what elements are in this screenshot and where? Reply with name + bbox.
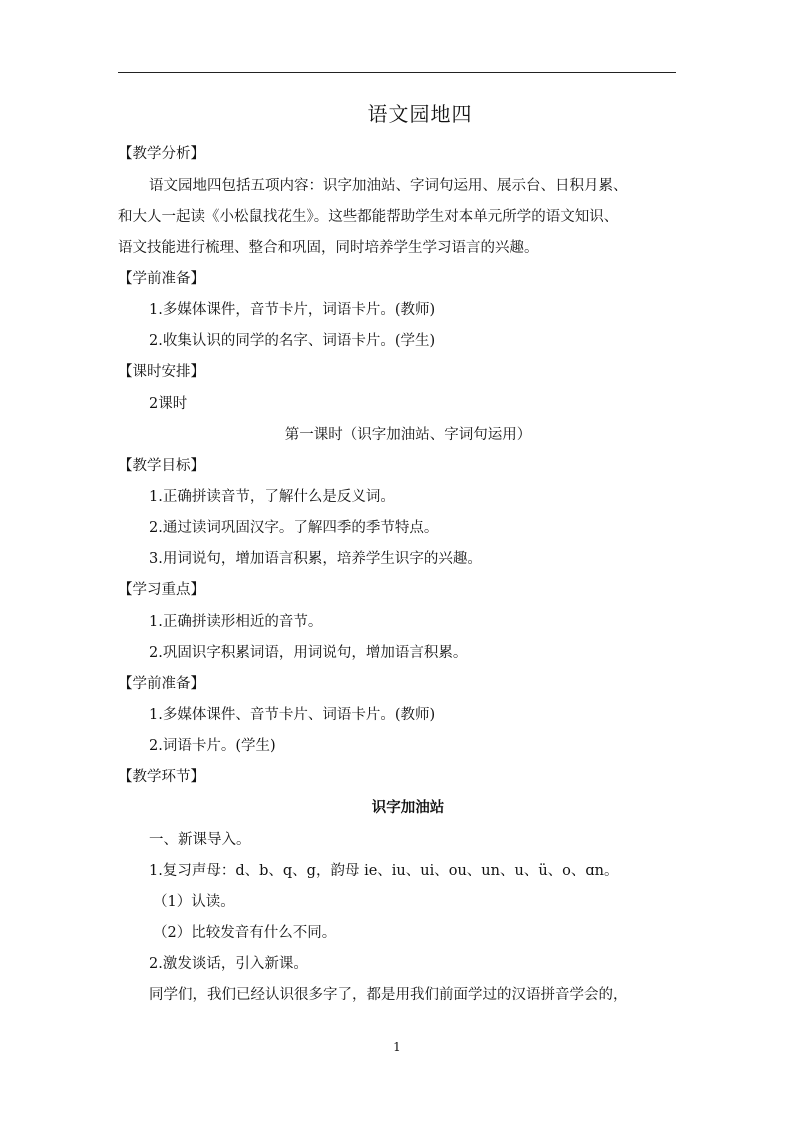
prep1-item-2: 2.收集认识的同学的名字、词语卡片。(学生) bbox=[149, 333, 436, 349]
analysis-heading: 【教学分析】 bbox=[118, 146, 205, 162]
prep2-heading: 【学前准备】 bbox=[118, 676, 205, 692]
goal-item-1: 1.正确拼读音节，了解什么是反义词。 bbox=[149, 489, 395, 505]
prep2-item-2: 2.词语卡片。(学生) bbox=[149, 738, 276, 754]
schedule-value: 2课时 bbox=[149, 396, 188, 412]
goals-heading: 【教学目标】 bbox=[118, 458, 205, 474]
document-title: 语文园地四 bbox=[367, 102, 473, 126]
analysis-line-1: 语文园地四包括五项内容：识字加油站、字词句运用、展示台、日积月累、 bbox=[149, 178, 628, 194]
focus-item-1: 1.正确拼读形相近的音节。 bbox=[149, 614, 323, 630]
schedule-heading: 【课时安排】 bbox=[118, 364, 205, 380]
steps-heading: 【教学环节】 bbox=[118, 769, 205, 785]
prep1-item-1: 1.多媒体课件，音节卡片，词语卡片。(教师) bbox=[149, 302, 436, 318]
prep2-item-1: 1.多媒体课件、音节卡片、词语卡片。(教师) bbox=[149, 707, 436, 723]
focus-item-2: 2.巩固识字积累词语，用词说句，增加语言积累。 bbox=[149, 645, 468, 661]
prep1-heading: 【学前准备】 bbox=[118, 271, 205, 287]
analysis-line-2: 和大人一起读《小松鼠找花生》。这些都能帮助学生对本单元所学的语文知识、 bbox=[118, 209, 619, 225]
steps-line-4: （2）比较发音有什么不同。 bbox=[153, 925, 337, 941]
lesson-title: 第一课时（识字加油站、字词句运用） bbox=[284, 427, 532, 443]
steps-line-1: 一、新课导入。 bbox=[149, 832, 251, 848]
steps-line-3: （1）认读。 bbox=[153, 894, 235, 910]
steps-line-5: 2.激发谈话，引入新课。 bbox=[149, 956, 308, 972]
header-rule bbox=[118, 72, 676, 73]
focus-heading: 【学习重点】 bbox=[118, 582, 205, 598]
goal-item-2: 2.通过读词巩固汉字。了解四季的季节特点。 bbox=[149, 520, 439, 536]
steps-subtitle: 识字加油站 bbox=[371, 799, 445, 816]
goal-item-3: 3.用词说句，增加语言积累，培养学生识字的兴趣。 bbox=[149, 551, 482, 567]
analysis-line-3: 语文技能进行梳理、整合和巩固，同时培养学生学习语言的兴趣。 bbox=[118, 240, 539, 256]
last-line: 同学们，我们已经认识很多字了，都是用我们前面学过的汉语拼音学会的， bbox=[149, 987, 628, 1003]
steps-line-2: 1.复习声母：d、b、q、g，韵母 ie、iu、ui、ou、un、u、ü、o、ɑn。 bbox=[149, 863, 619, 879]
page-number: 1 bbox=[393, 1040, 401, 1054]
